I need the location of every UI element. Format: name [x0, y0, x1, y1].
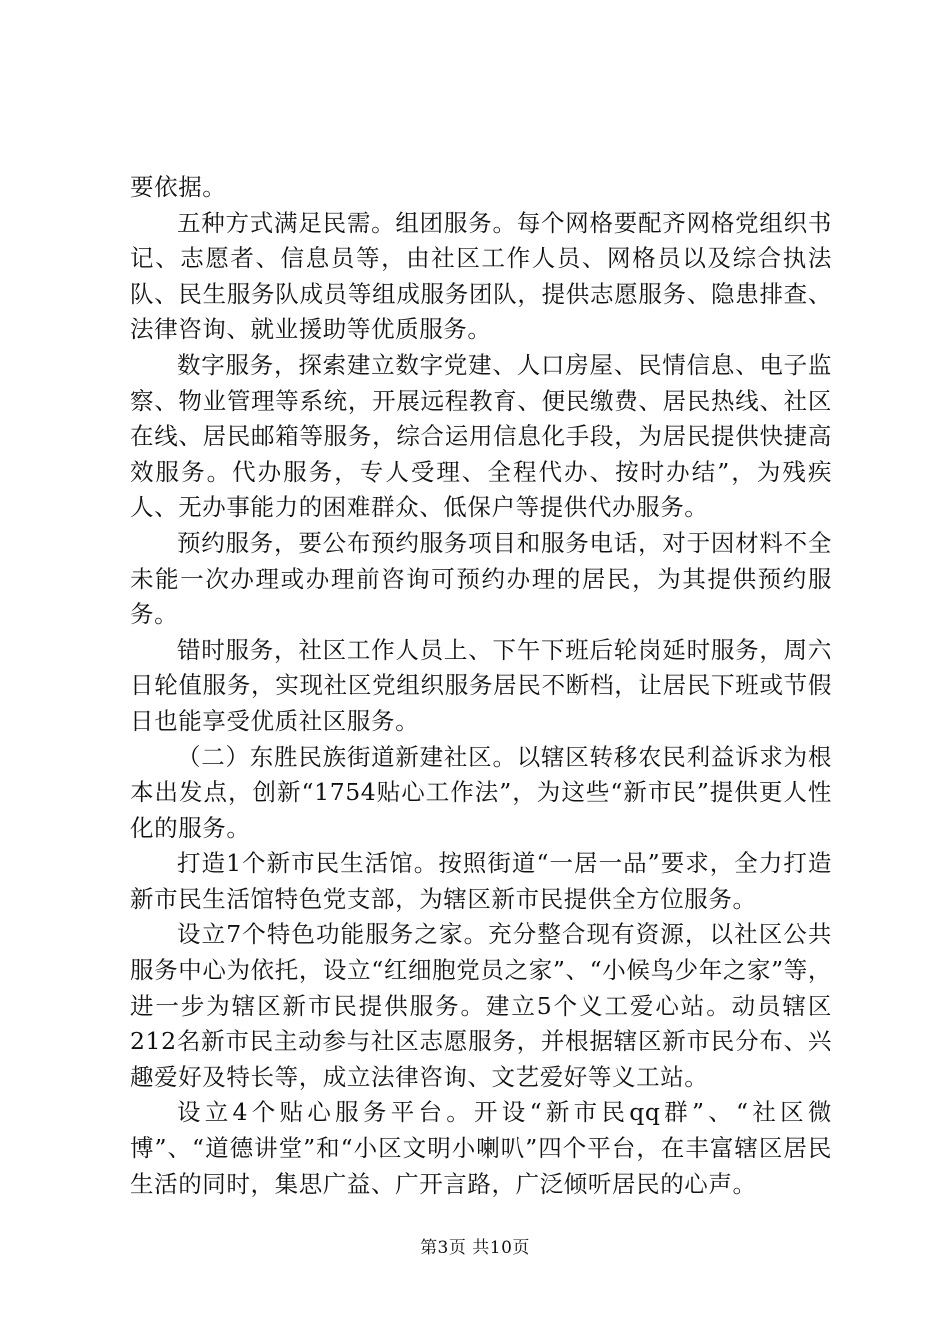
paragraph-2: 五种方式满足民需。组团服务。每个网格要配齐网格党组织书记、志愿者、信息员等，由社区工作人员、网格员以及综合执法队、民生服务队成员等组成服务团队，提供志愿服务、隐患排查、法律咨询、就业援助等优质服务。 — [130, 208, 832, 344]
paragraph-1: 要依据。 — [130, 173, 227, 201]
paragraph-3: 数字服务，探索建立数字党建、人口房屋、民情信息、电子监察、物业管理等系统，开展远程教育、便民缴费、居民热线、社区在线、居民邮箱等服务，综合运用信息化手段，为居民提供快捷高效服务。代办服务，专人受理、全程代办、按时办结”，为残疾人、无办事能力的困难群众、低保户等提供代办服务。 — [130, 350, 832, 522]
paragraph-9: 设立4个贴心服务平台。开设“新市民qq群”、“社区微博”、“道德讲堂”和“小区文明小喇叭”四个平台，在丰富辖区居民生活的同时，集思广益、广开言路，广泛倾听居民的心声。 — [130, 1098, 832, 1198]
paragraph-6: （二）东胜民族街道新建社区。以辖区转移农民利益诉求为根本出发点，创新“1754贴心工作法”，为这些“新市民”提供更人性化的服务。 — [130, 742, 832, 842]
paragraph-8: 设立7个特色功能服务之家。充分整合现有资源，以社区公共服务中心为依托，设立“红细胞党员之家”、“小候鸟少年之家”等，进一步为辖区新市民提供服务。建立5个义工爱心站。动员辖区212名新市民主动参与社区志愿服务，并根据辖区新市民分布、兴趣爱好及特长等，成立法律咨询、文艺爱好等义工站。 — [130, 920, 832, 1091]
document-body — [130, 170, 832, 1202]
paragraph-5: 错时服务，社区工作人员上、下午下班后轮岗延时服务，周六日轮值服务，实现社区党组织服务居民不断档，让居民下班或节假日也能享受优质社区服务。 — [130, 635, 832, 735]
paragraph-7: 打造1个新市民生活馆。按照街道“一居一品”要求，全力打造新市民生活馆特色党支部，为辖区新市民提供全方位服务。 — [130, 849, 832, 913]
page-number-footer: 第3页 共10页 — [420, 1238, 530, 1258]
paragraph-4: 预约服务，要公布预约服务项目和服务电话，对于因材料不全未能一次办理或办理前咨询可预约办理的居民，为其提供预约服务。 — [130, 528, 832, 629]
